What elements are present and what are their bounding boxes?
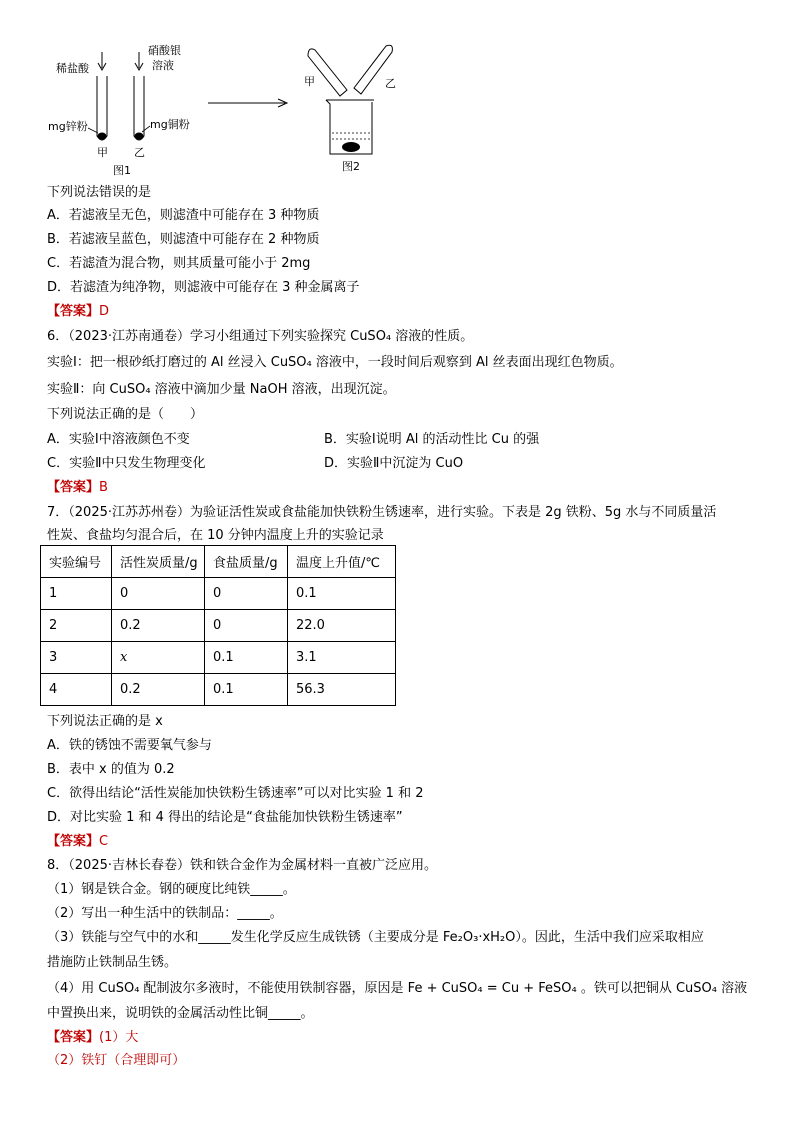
- drop-arrow-hcl: [98, 52, 106, 70]
- table-cell: 22.0: [288, 610, 396, 642]
- q8-answer-2: （2）铁钉（合理即可）: [47, 1053, 186, 1068]
- table-row: [41, 642, 396, 674]
- q7-title-1: 7．（2025·江苏苏州卷）为验证活性炭或食盐能加快铁粉生锈速率，进行实验。下表是 2g 铁粉、5g 水与不同质量活: [47, 505, 717, 520]
- table-cell: 1: [41, 578, 112, 610]
- q7-stem: 下列说法正确的是 x: [47, 714, 163, 729]
- answer-value: C: [99, 834, 109, 849]
- label-jia: 甲: [97, 146, 108, 159]
- label-yi: 乙: [134, 146, 145, 159]
- figure2-caption: 图2: [342, 160, 360, 173]
- answer-tag: 【答案】: [47, 1030, 100, 1045]
- table-header-cell: 温度上升值/℃: [288, 546, 396, 578]
- q5-option-c: C．若滤渣为混合物，则其质量可能小于 2mg: [47, 256, 311, 271]
- table-cell: 4: [41, 674, 112, 706]
- table-cell: 0.1: [205, 642, 288, 674]
- q5-option-d: D．若滤渣为纯净物，则滤液中可能存在 3 种金属离子: [47, 280, 360, 295]
- table-row: [41, 578, 396, 610]
- q8-part2: （2）写出一种生活中的铁制品：_____。: [47, 906, 283, 921]
- process-arrow: [208, 99, 287, 107]
- answer-tag: 【答案】: [47, 834, 100, 849]
- table-row: [41, 610, 396, 642]
- table-header-cell: 食盐质量/g: [205, 546, 288, 578]
- label-hcl: 稀盐酸: [56, 62, 89, 75]
- q5-stem: 下列说法错误的是: [47, 185, 152, 200]
- q6-stem: 下列说法正确的是（ ）: [47, 407, 204, 422]
- beaker-liquid: [332, 133, 370, 139]
- q5-option-a: A．若滤液呈无色，则滤渣中可能存在 3 种物质: [47, 208, 320, 223]
- table-cell: 0.1: [205, 674, 288, 706]
- table-cell: 56.3: [288, 674, 396, 706]
- q5-option-b: B．若滤液呈蓝色，则滤渣中可能存在 2 种物质: [47, 232, 320, 247]
- answer-value: B: [99, 480, 108, 495]
- test-tube-jia: [97, 76, 107, 140]
- q7-title-2: 性炭、食盐均匀混合后，在 10 分钟内温度上升的实验记录: [47, 528, 384, 543]
- beaker-residue: [342, 142, 360, 152]
- q6-option-c: C．实验Ⅱ中只发生物理变化: [47, 456, 206, 471]
- fig2-label-jia: 甲: [304, 75, 315, 88]
- q7-option-c: C．欲得出结论“活性炭能加快铁粉生锈速率”可以对比实验 1 和 2: [47, 786, 424, 801]
- answer-value: D: [99, 304, 110, 319]
- table-cell: 0.2: [112, 674, 205, 706]
- q8-part4-line2: 中置换出来，说明铁的金属活动性比铜_____。: [47, 1006, 314, 1021]
- tilted-tube-jia: [308, 49, 347, 96]
- q6-answer: [47, 479, 108, 497]
- q6-exp1: 实验Ⅰ：把一根砂纸打磨过的 Al 丝浸入 CuSO₄ 溶液中，一段时间后观察到 Al 丝表面出现红色物质。: [47, 355, 623, 370]
- q6-title: 6．（2023·江苏南通卷）学习小组通过下列实验探究 CuSO₄ 溶液的性质。: [47, 329, 474, 344]
- table-header-cell: 实验编号: [41, 546, 112, 578]
- q7-option-d: D．对比实验 1 和 4 得出的结论是“食盐能加快铁粉生锈速率”: [47, 810, 403, 825]
- label-agno3-1: 硝酸银: [148, 44, 181, 57]
- table-cell: 0: [112, 578, 205, 610]
- q8-part3-line2: 措施防止铁制品生锈。: [47, 955, 178, 970]
- q8-answer-1: [47, 1029, 138, 1047]
- label-zn: mg锌粉: [48, 120, 88, 133]
- answer-value: (1）大: [99, 1030, 139, 1045]
- table-header-cell: 活性炭质量/g: [112, 546, 205, 578]
- table-cell: 3: [41, 642, 112, 674]
- q8-part4-line1: （4）用 CuSO₄ 配制波尔多液时，不能使用铁制容器，原因是 Fe + CuSO₄ = Cu + FeSO₄ 。铁可以把铜从 CuSO₄ 溶液: [47, 981, 748, 996]
- table-cell: 3.1: [288, 642, 396, 674]
- table-cell: 2: [41, 610, 112, 642]
- drop-arrow-agno3: [135, 52, 143, 70]
- answer-tag: 【答案】: [47, 480, 100, 495]
- q7-answer: [47, 833, 108, 851]
- table-header-row: [41, 546, 396, 578]
- experiment-record-table: [40, 545, 396, 706]
- table-cell: 0.2: [112, 610, 205, 642]
- label-agno3-2: 溶液: [152, 59, 174, 72]
- q7-option-a: A．铁的锈蚀不需要氧气参与: [47, 738, 212, 753]
- experiment-figure: [40, 18, 460, 183]
- fig2-label-yi: 乙: [385, 77, 396, 90]
- q8-part3-line1: （3）铁能与空气中的水和_____发生化学反应生成铁锈（主要成分是 Fe₂O₃·xH₂O）。因此，生活中我们应采取相应: [47, 930, 704, 945]
- label-cu: mg铜粉: [150, 118, 190, 131]
- q5-answer: [47, 303, 109, 321]
- q7-option-b: B．表中 x 的值为 0.2: [47, 762, 175, 777]
- table-cell: x: [112, 642, 205, 674]
- q8-part1: （1）钢是铁合金。钢的硬度比纯铁_____。: [47, 882, 296, 897]
- table-cell: 0.1: [288, 578, 396, 610]
- table-cell: 0: [205, 578, 288, 610]
- table-row: [41, 674, 396, 706]
- answer-tag: 【答案】: [47, 304, 100, 319]
- test-tube-yi: [134, 76, 144, 140]
- table-cell: 0: [205, 610, 288, 642]
- q6-option-b: B．实验Ⅰ说明 Al 的活动性比 Cu 的强: [324, 432, 540, 447]
- q6-option-a: A．实验Ⅰ中溶液颜色不变: [47, 432, 190, 447]
- q6-option-d: D．实验Ⅱ中沉淀为 CuO: [324, 456, 464, 471]
- figure1-caption: 图1: [113, 164, 131, 177]
- q8-title: 8．（2025·吉林长春卷）铁和铁合金作为金属材料一直被广泛应用。: [47, 858, 437, 873]
- q6-exp2: 实验Ⅱ：向 CuSO₄ 溶液中滴加少量 NaOH 溶液，出现沉淀。: [47, 382, 396, 397]
